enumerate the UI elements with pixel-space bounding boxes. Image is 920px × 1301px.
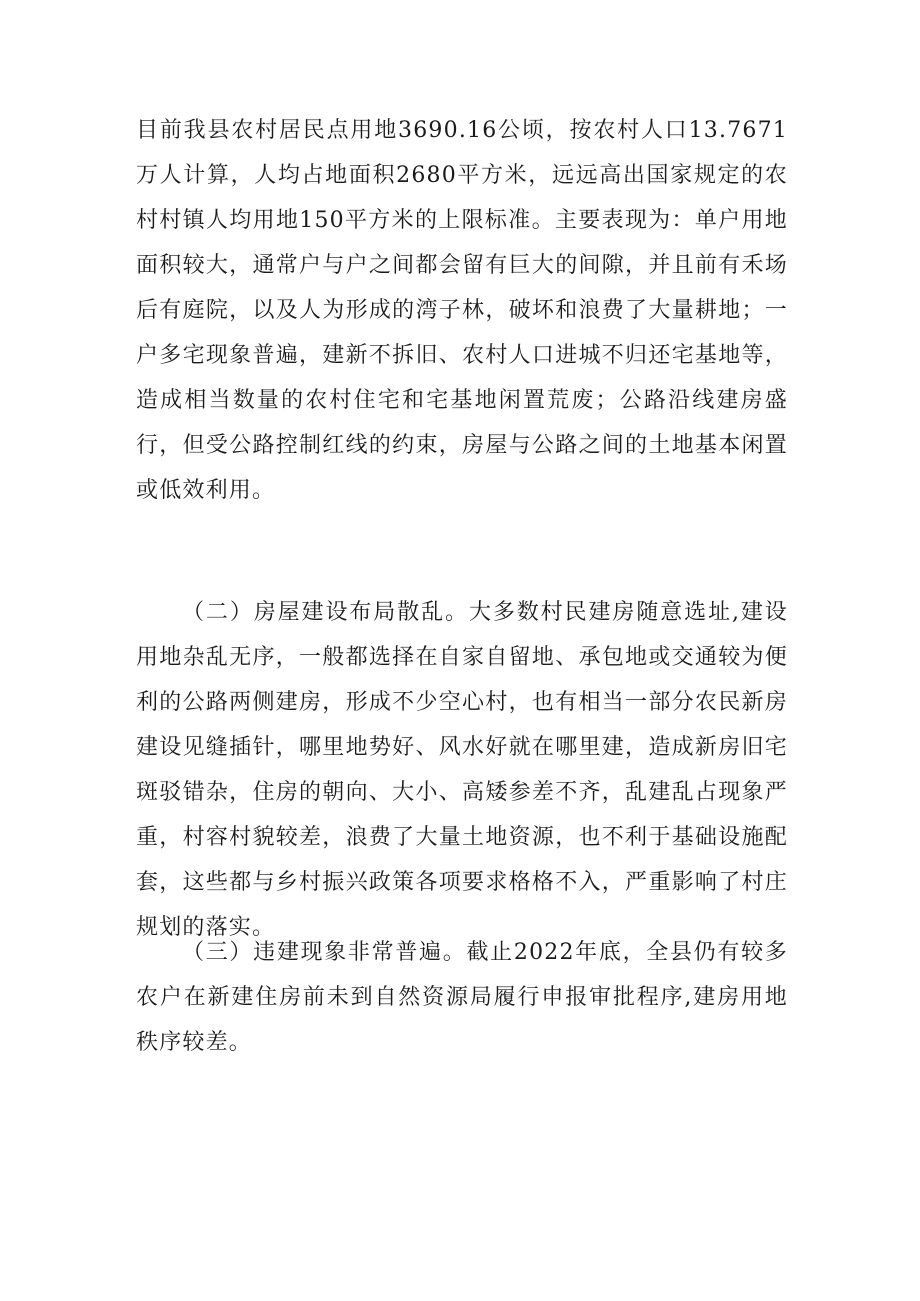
paragraph-illegal-construction: （三）违建现象非常普遍。截止2022年底，全县仍有较多农户在新建住房前未到自然资源局履行申报审批程序,建房用地秩序较差。	[136, 940, 788, 1055]
paragraph-housing-layout: （二）房屋建设布局散乱。大多数村民建房随意选址,建设用地杂乱无序，一般都选择在自家自留地、承包地或交通较为便利的公路两侧建房，形成不少空心村，也有相当一部分农民新房建设见缝插针，哪里地势好、风水好就在哪里建，造成新房旧宅斑驳错杂，住房的朝向、大小、高矮参差不齐，乱建乱占现象严重，村容村貌较差，浪费了大量土地资源，也不利于基础设施配套，这些都与乡村振兴政策各项要求格格不入，严重影响了村庄规划的落实。	[136, 600, 788, 940]
paragraph-land-use: 目前我县农村居民点用地3690.16公顷，按农村人口13.7671万人计算，人均占地面积2680平方米，远远高出国家规定的农村村镇人均用地150平方米的上限标准。主要表现为：单户用地面积较大，通常户与户之间都会留有巨大的间隙，并且前有禾场后有庭院，以及人为形成的湾子林，破坏和浪费了大量耕地；一户多宅现象普遍，建新不拆旧、农村人口进城不归还宅基地等，造成相当数量的农村住宅和宅基地闲置荒废；公路沿线建房盛行，但受公路控制红线的约束，房屋与公路之间的土地基本闲置或低效利用。	[136, 118, 788, 503]
